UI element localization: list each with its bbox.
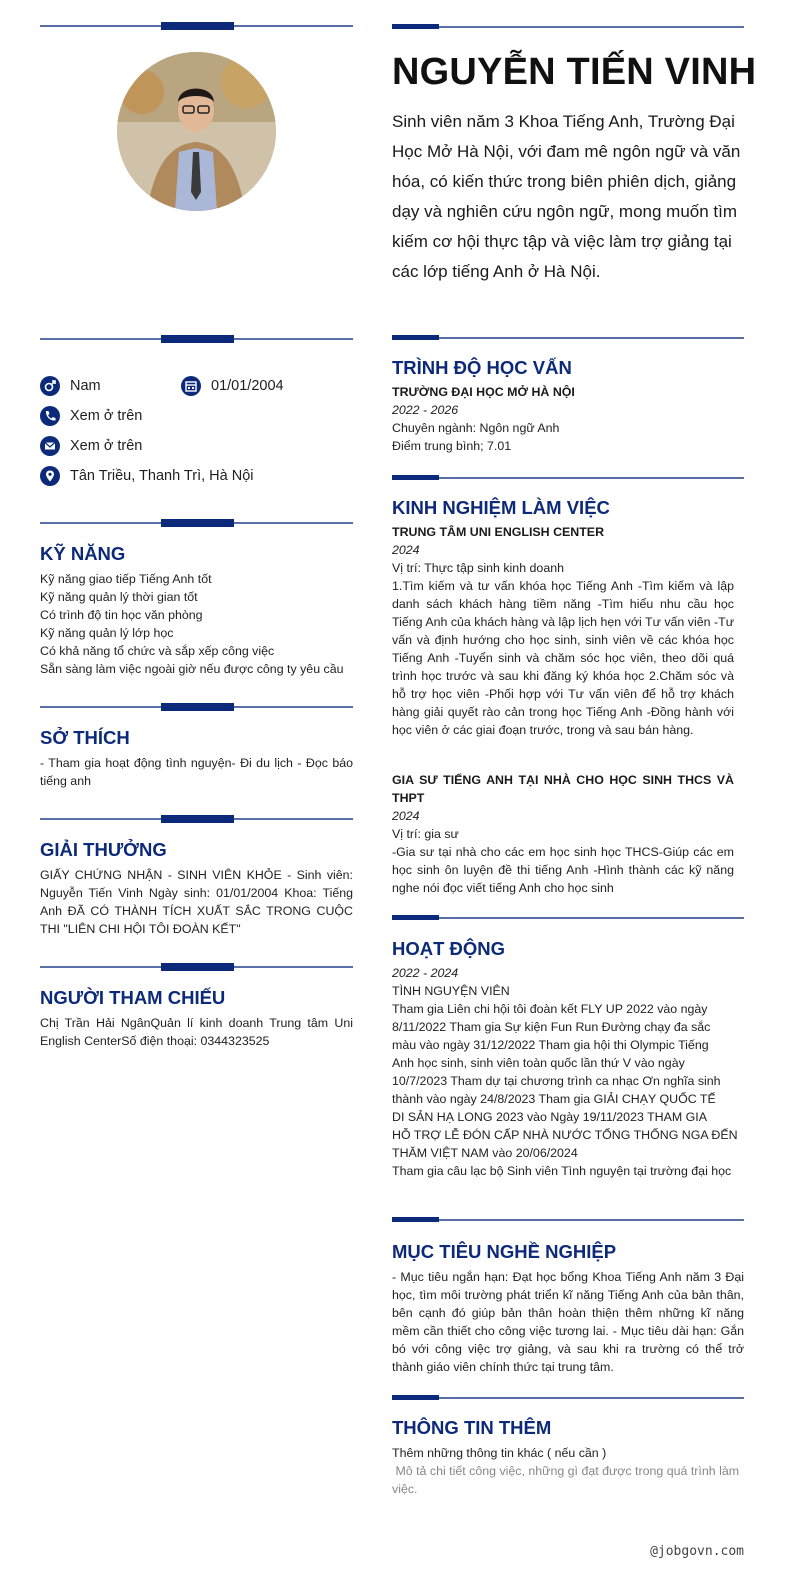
phone-row xyxy=(40,405,353,427)
hobbies-text: - Tham gia hoạt động tình nguyện- Đi du lịch - Đọc báo tiếng anh xyxy=(40,756,353,788)
experience-heading: KINH NGHIỆM LÀM VIỆC xyxy=(392,497,610,518)
divider xyxy=(40,335,353,343)
phone-value: Xem ở trên xyxy=(70,408,143,424)
divider xyxy=(392,1395,744,1401)
activity-line: DI SẢN HẠ LONG 2023 vào Ngày 19/11/2023 THAM GIA xyxy=(392,1110,707,1124)
education-school: TRƯỜNG ĐẠI HỌC MỞ HÀ NỘI xyxy=(392,385,575,399)
skill-item: Có khả năng tổ chức và sắp xếp công việc xyxy=(40,644,275,658)
awards-heading: GIẢI THƯỞNG xyxy=(40,839,167,860)
activities-role: TÌNH NGUYỆN VIÊN xyxy=(392,984,510,998)
skill-item: Kỹ năng giao tiếp Tiếng Anh tốt xyxy=(40,572,212,586)
address-row xyxy=(40,465,353,487)
divider xyxy=(392,1217,744,1223)
email-value: Xem ở trên xyxy=(70,438,143,454)
activity-line: 10/7/2023 Tham dự tại chương trình ca nhạc Ơn nghĩa sinh xyxy=(392,1074,721,1088)
references-heading: NGƯỜI THAM CHIẾU xyxy=(40,987,226,1008)
activities-period: 2022 - 2024 xyxy=(392,966,459,980)
profile-summary: Sinh viên năm 3 Khoa Tiếng Anh, Trường Đại Học Mở Hà Nội, với đam mê ngôn ngữ và văn hóa, có kiến thức trong biên phiên dịch, giảng dạy và nghiên cứu ngôn ngữ, mong muốn tìm kiếm cơ hội thực tập và việc làm trợ giảng tại các lớp tiếng Anh ở Hà Nội. xyxy=(392,112,741,281)
birthday-row xyxy=(181,375,353,397)
education-period: 2022 - 2026 xyxy=(392,403,459,417)
divider xyxy=(392,475,744,481)
activity-line: Tham gia Liên chi hội tôi đoàn kết FLY UP 2022 vào ngày xyxy=(392,1002,708,1016)
divider xyxy=(392,915,744,921)
additional-line1: Thêm những thông tin khác ( nếu cần ) xyxy=(392,1446,607,1460)
watermark: @jobgovn.com xyxy=(650,1544,744,1559)
education-gpa: Điểm trung bình; 7.01 xyxy=(392,439,512,453)
birthday-value: 01/01/2004 xyxy=(211,378,284,394)
email-icon xyxy=(40,436,60,456)
career-goal-heading: MỤC TIÊU NGHỀ NGHIỆP xyxy=(392,1241,617,1262)
awards-text: GIẤY CHỨNG NHẬN - SINH VIÊN KHỎE - Sinh viên: Nguyễn Tiến Vinh Ngày sinh: 01/01/2004 Khoa: Tiếng Anh ĐÃ CÓ THÀNH TÍCH XUẤT SẮC TRONG CUỘC THI "LIÊN CHI HỘI TÔI ĐOÀN KẾT" xyxy=(40,868,353,936)
activity-line: 8/11/2022 Tham gia Sự kiện Fun Run Đường chạy đa sắc xyxy=(392,1020,711,1034)
job-description: -Gia sư tại nhà cho các em học sinh học THCS-Giúp các em học sinh ôn luyện đề thi tiếng Anh -Hình thành các kỹ năng nghe nói đọc viết tiếng Anh cho học sinh xyxy=(392,845,734,895)
skill-item: Kỹ năng quản lý lớp học xyxy=(40,626,174,640)
education-major: Chuyên ngành: Ngôn ngữ Anh xyxy=(392,421,560,435)
activity-line: Anh học sinh, sinh viên toàn quốc lần thứ V vào ngày xyxy=(392,1056,685,1070)
activities-description xyxy=(392,1000,744,1162)
gender-row xyxy=(40,375,180,397)
activity-line: HỖ TRỢ LỄ ĐÓN CẤP NHÀ NƯỚC TỔNG THỐNG NGA ĐẾN xyxy=(392,1128,738,1142)
job-company: GIA SƯ TIẾNG ANH TẠI NHÀ CHO HỌC SINH THCS VÀ THPT xyxy=(392,773,734,805)
activity-line: màu vào ngày 31/12/2022 Tham gia hội thi Olympic Tiếng xyxy=(392,1038,709,1052)
divider xyxy=(40,963,353,971)
divider xyxy=(40,22,353,30)
gender-icon xyxy=(40,376,60,396)
activity-line: thành vào ngày 24/8/2023 Tham gia GIẢI CHẠY QUỐC TẾ xyxy=(392,1092,716,1106)
skill-item: Sẵn sàng làm việc ngoài giờ nếu được công ty yêu cầu xyxy=(40,662,344,676)
skills-list xyxy=(40,570,353,678)
phone-icon xyxy=(40,406,60,426)
skill-item: Kỹ năng quản lý thời gian tốt xyxy=(40,590,198,604)
email-row xyxy=(40,435,353,457)
career-goal-text: - Mục tiêu ngắn hạn: Đạt học bổng Khoa Tiếng Anh năm 3 Đại học, tìm môi trường phát triển kĩ năng Tiếng Anh của bản thân, bên cạnh đó giúp bản thân hoàn thiện thêm những kĩ năng mềm cần thiết cho công việc tương lai. - Mục tiêu dài hạn: Gắn bó với công việc trợ giảng, và sau khi ra trường có thể trở thành giáo viên chính thức tại trung tâm. xyxy=(392,1270,744,1374)
additional-line2: Mô tả chi tiết công việc, những gì đạt được trong quá trình làm việc. xyxy=(392,1464,743,1496)
divider xyxy=(40,815,353,823)
references-text: Chị Trần Hải NgânQuản lí kinh doanh Trung tâm Uni English CenterSố điện thoại: 0344323525 xyxy=(40,1016,353,1048)
address-value: Tân Triều, Thanh Trì, Hà Nội xyxy=(70,468,254,484)
candidate-name: NGUYỄN TIẾN VINH xyxy=(392,51,757,93)
job-description: 1.Tìm kiếm và tư vấn khóa học Tiếng Anh -Tìm kiếm và lập danh sách khách hàng tiềm năng -Tìm hiểu nhu cầu học Tiếng Anh của khách hàng và lập lịch hẹn với Tư vấn viên -Tư vấn và định hướng cho học sinh, sinh viên về các khóa học Tiếng Anh -Tuyển sinh và chăm sóc học viên, theo dõi quá trình học trước và sau khi đăng ký khóa học 2.Chăm sóc và hỗ trợ học viên -Phối hợp với Tư vấn viên để hỗ trợ khách hàng giải quyết rào cản trong học Tiếng Anh -Đồng hành với học viên ở các giai đoạn trước, trong và sau bán hàng. xyxy=(392,579,734,737)
divider xyxy=(392,24,744,30)
skills-heading: KỸ NĂNG xyxy=(40,543,126,564)
job-year: 2024 xyxy=(392,543,420,557)
avatar xyxy=(117,52,276,211)
divider xyxy=(392,335,744,341)
divider xyxy=(40,703,353,711)
divider xyxy=(40,519,353,527)
activities-heading: HOẠT ĐỘNG xyxy=(392,938,506,959)
activity-line: THĂM VIỆT NAM vào 20/06/2024 xyxy=(392,1146,578,1160)
activities-extra: Tham gia câu lạc bộ Sinh viên Tình nguyện tại trường đại học xyxy=(392,1164,732,1178)
location-icon xyxy=(40,466,60,486)
job-position: Vị trí: gia sư xyxy=(392,827,459,841)
calendar-icon xyxy=(181,376,201,396)
gender-value: Nam xyxy=(70,378,101,394)
job-position: Vị trí: Thực tập sinh kinh doanh xyxy=(392,561,564,575)
job-year: 2024 xyxy=(392,809,420,823)
education-heading: TRÌNH ĐỘ HỌC VẤN xyxy=(392,357,572,378)
skill-item: Có trình độ tin học văn phòng xyxy=(40,608,203,622)
job-company: TRUNG TÂM UNI ENGLISH CENTER xyxy=(392,525,605,539)
hobbies-heading: SỞ THÍCH xyxy=(40,727,130,748)
additional-heading: THÔNG TIN THÊM xyxy=(392,1417,552,1438)
